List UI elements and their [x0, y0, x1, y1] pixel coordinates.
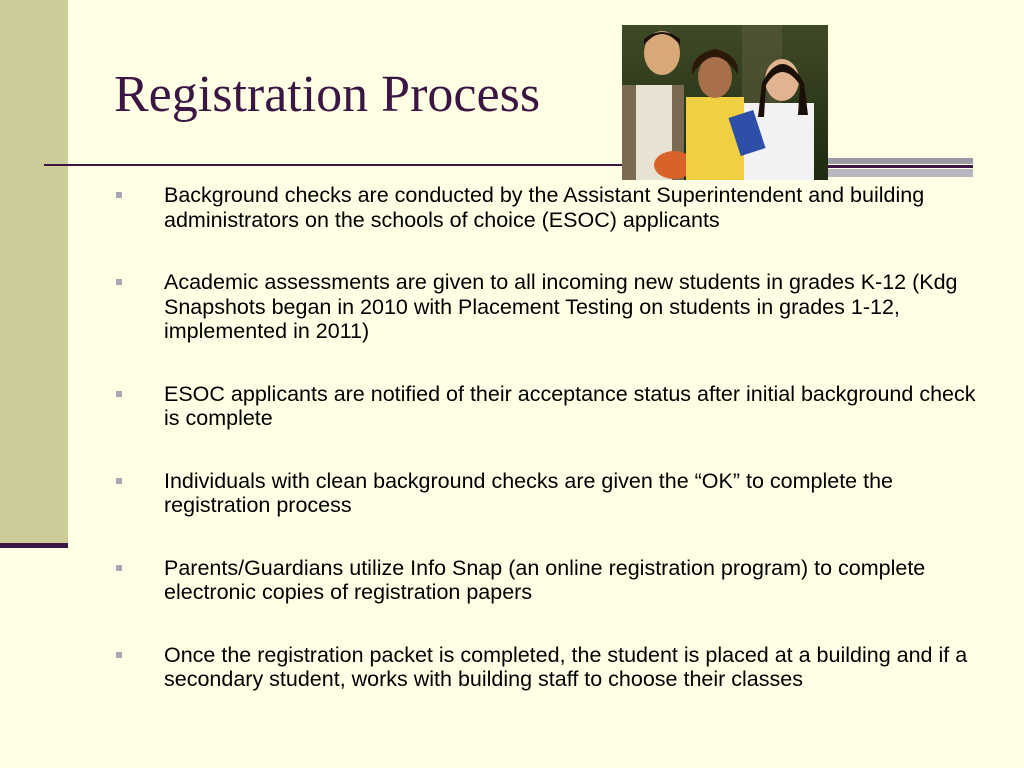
right-divider-light [828, 169, 973, 177]
slide-title: Registration Process [114, 66, 541, 123]
bullet-text: Academic assessments are given to all incoming new students in grades K-12 (Kdg Snapshots began in 2010 with Placement Testing on students in grades 1-12, implemented in 2011) [164, 270, 958, 343]
bullet-item [112, 270, 982, 344]
bullet-text: Individuals with clean background checks are given the “OK” to complete the registration process [164, 468, 894, 517]
title-divider [44, 164, 624, 166]
right-divider-dark [828, 165, 973, 168]
bullet-item [112, 469, 982, 518]
bullet-item [112, 556, 982, 605]
square-bullet-icon [116, 652, 122, 658]
bullet-text: Background checks are conducted by the Assistant Superintendent and building administrators on the schools of choice (ESOC) applicants [164, 183, 925, 232]
bullet-list [112, 183, 982, 730]
square-bullet-icon [116, 192, 122, 198]
left-accent-line [0, 543, 68, 548]
bullet-text: ESOC applicants are notified of their acceptance status after initial background check is complete [164, 381, 976, 430]
square-bullet-icon [116, 478, 122, 484]
bullet-item [112, 382, 982, 431]
left-accent-band [0, 0, 68, 546]
bullet-text: Parents/Guardians utilize Info Snap (an online registration program) to complete electronic copies of registration papers [164, 555, 926, 604]
bullet-text: Once the registration packet is completed, the student is placed at a building and if a secondary student, works with building staff to choose their classes [164, 642, 968, 691]
square-bullet-icon [116, 391, 122, 397]
students-photo [622, 25, 828, 180]
right-divider-gray [828, 158, 973, 164]
bullet-item [112, 643, 982, 692]
bullet-item [112, 183, 982, 232]
square-bullet-icon [116, 565, 122, 571]
square-bullet-icon [116, 279, 122, 285]
